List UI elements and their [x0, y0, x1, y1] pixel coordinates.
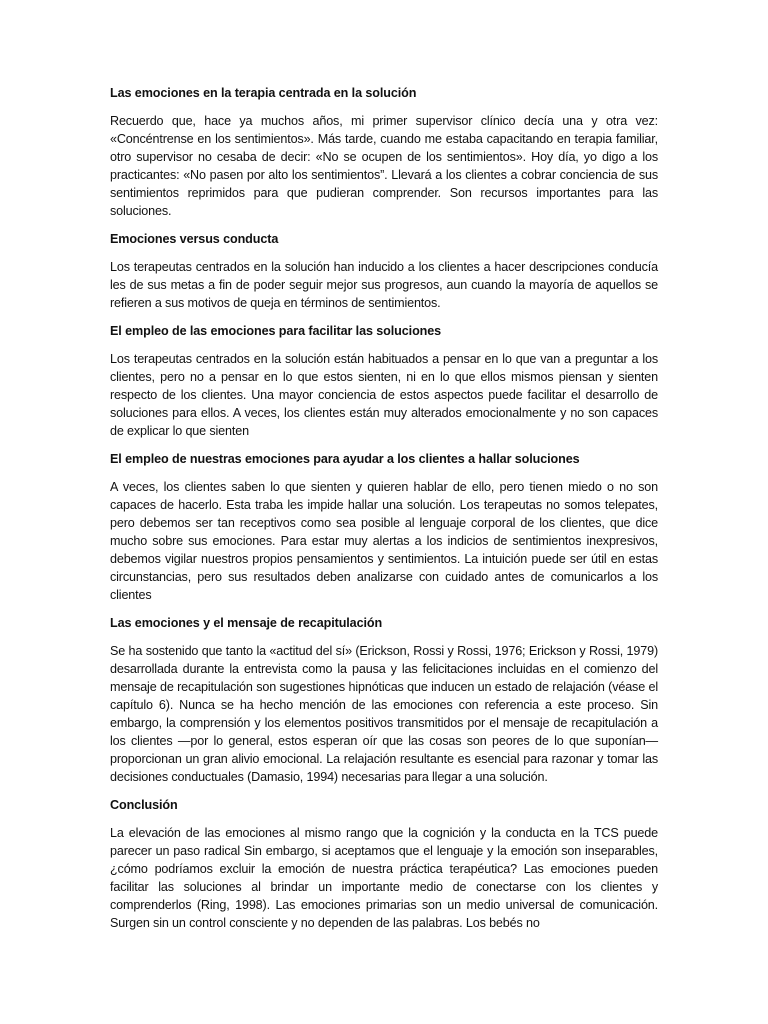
section-heading: El empleo de nuestras emociones para ayudar a los clientes a hallar soluciones — [110, 452, 580, 466]
section-paragraph: Los terapeutas centrados en la solución han inducido a los clientes a hacer descripciones conducía les de sus metas a fin de poder seguir mejor sus progresos, aun cuando la mayoría de aquellos se refieren a sus motivos de queja en términos de sentimientos. — [110, 260, 658, 310]
section-paragraph: A veces, los clientes saben lo que sienten y quieren hablar de ello, pero tienen miedo o no son capaces de hacerlo. Esta traba les impide hallar una solución. Los terapeutas no somos telepates, pero debemos ser tan receptivos como sea posible al lenguaje corporal de los clientes, que dice mucho sobre sus emociones. Para estar muy alertas a los indicios de sentimientos inexpresivos, debemos vigilar nuestros propios pensamientos y sentimientos. La intuición puede ser útil en estas circunstancias, pero sus resultados deben analizarse con cuidado antes de comunicarlos a los clientes — [110, 480, 658, 602]
section-heading: Conclusión — [110, 798, 178, 812]
section-heading: Las emociones en la terapia centrada en la solución — [110, 86, 417, 100]
section-heading: Las emociones y el mensaje de recapitulación — [110, 616, 383, 630]
document-page — [110, 84, 658, 942]
section-heading: El empleo de las emociones para facilitar las soluciones — [110, 324, 442, 338]
section-paragraph: Los terapeutas centrados en la solución están habituados a pensar en lo que van a preguntar a los clientes, pero no a pensar en lo que estos sienten, ni en lo que ellos mismos piensan y sienten respecto de los clientes. Una mayor conciencia de estos aspectos puede facilitar el desarrollo de soluciones para ellos. A veces, los clientes están muy alterados emocionalmente y no son capaces de explicar lo que sienten — [110, 352, 658, 438]
section-paragraph: Se ha sostenido que tanto la «actitud del sí» (Erickson, Rossi y Rossi, 1976; Erickson y Rossi, 1979) desarrollada durante la entrevista como la pausa y las felicitaciones incluidas en el comienzo del mensaje de recapitulación son sugestiones hipnóticas que inducen un estado de relajación (véase el capítulo 6). Nunca se ha hecho mención de las emociones con referencia a este proceso. Sin embargo, la comprensión y los elementos positivos transmitidos por el mensaje de recapitulación a los clientes —por lo general, estos esperan oír que las cosas son peores de lo que suponían— proporcionan un gran alivio emocional. La relajación resultante es esencial para razonar y tomar las decisiones conductuales (Damasio, 1994) necesarias para llegar a una solución. — [110, 644, 658, 784]
section-paragraph: La elevación de las emociones al mismo rango que la cognición y la conducta en la TCS puede parecer un paso radical Sin embargo, si aceptamos que el lenguaje y la emoción son inseparables, ¿cómo podríamos excluir la emoción de nuestra práctica terapéutica? Las emociones pueden facilitar las soluciones al brindar un importante medio de conectarse con los clientes y comprenderlos (Ring, 1998). Las emociones primarias son un medio universal de comunicación. Surgen sin un control consciente y no dependen de las palabras. Los bebés no — [110, 826, 658, 930]
section-heading: Emociones versus conducta — [110, 232, 279, 246]
section-paragraph: Recuerdo que, hace ya muchos años, mi primer supervisor clínico decía una y otra vez: «Concéntrense en los sentimientos». Más tarde, cuando me estaba capacitando en terapia familiar, otro supervisor no cesaba de decir: «No se ocupen de los sentimientos». Hoy día, yo digo a los practicantes: «No pasen por alto los sentimientos”. Llevará a los clientes a cobrar conciencia de sus sentimientos reprimidos para que pudieran comprender. Son recursos importantes para las soluciones. — [110, 114, 658, 218]
